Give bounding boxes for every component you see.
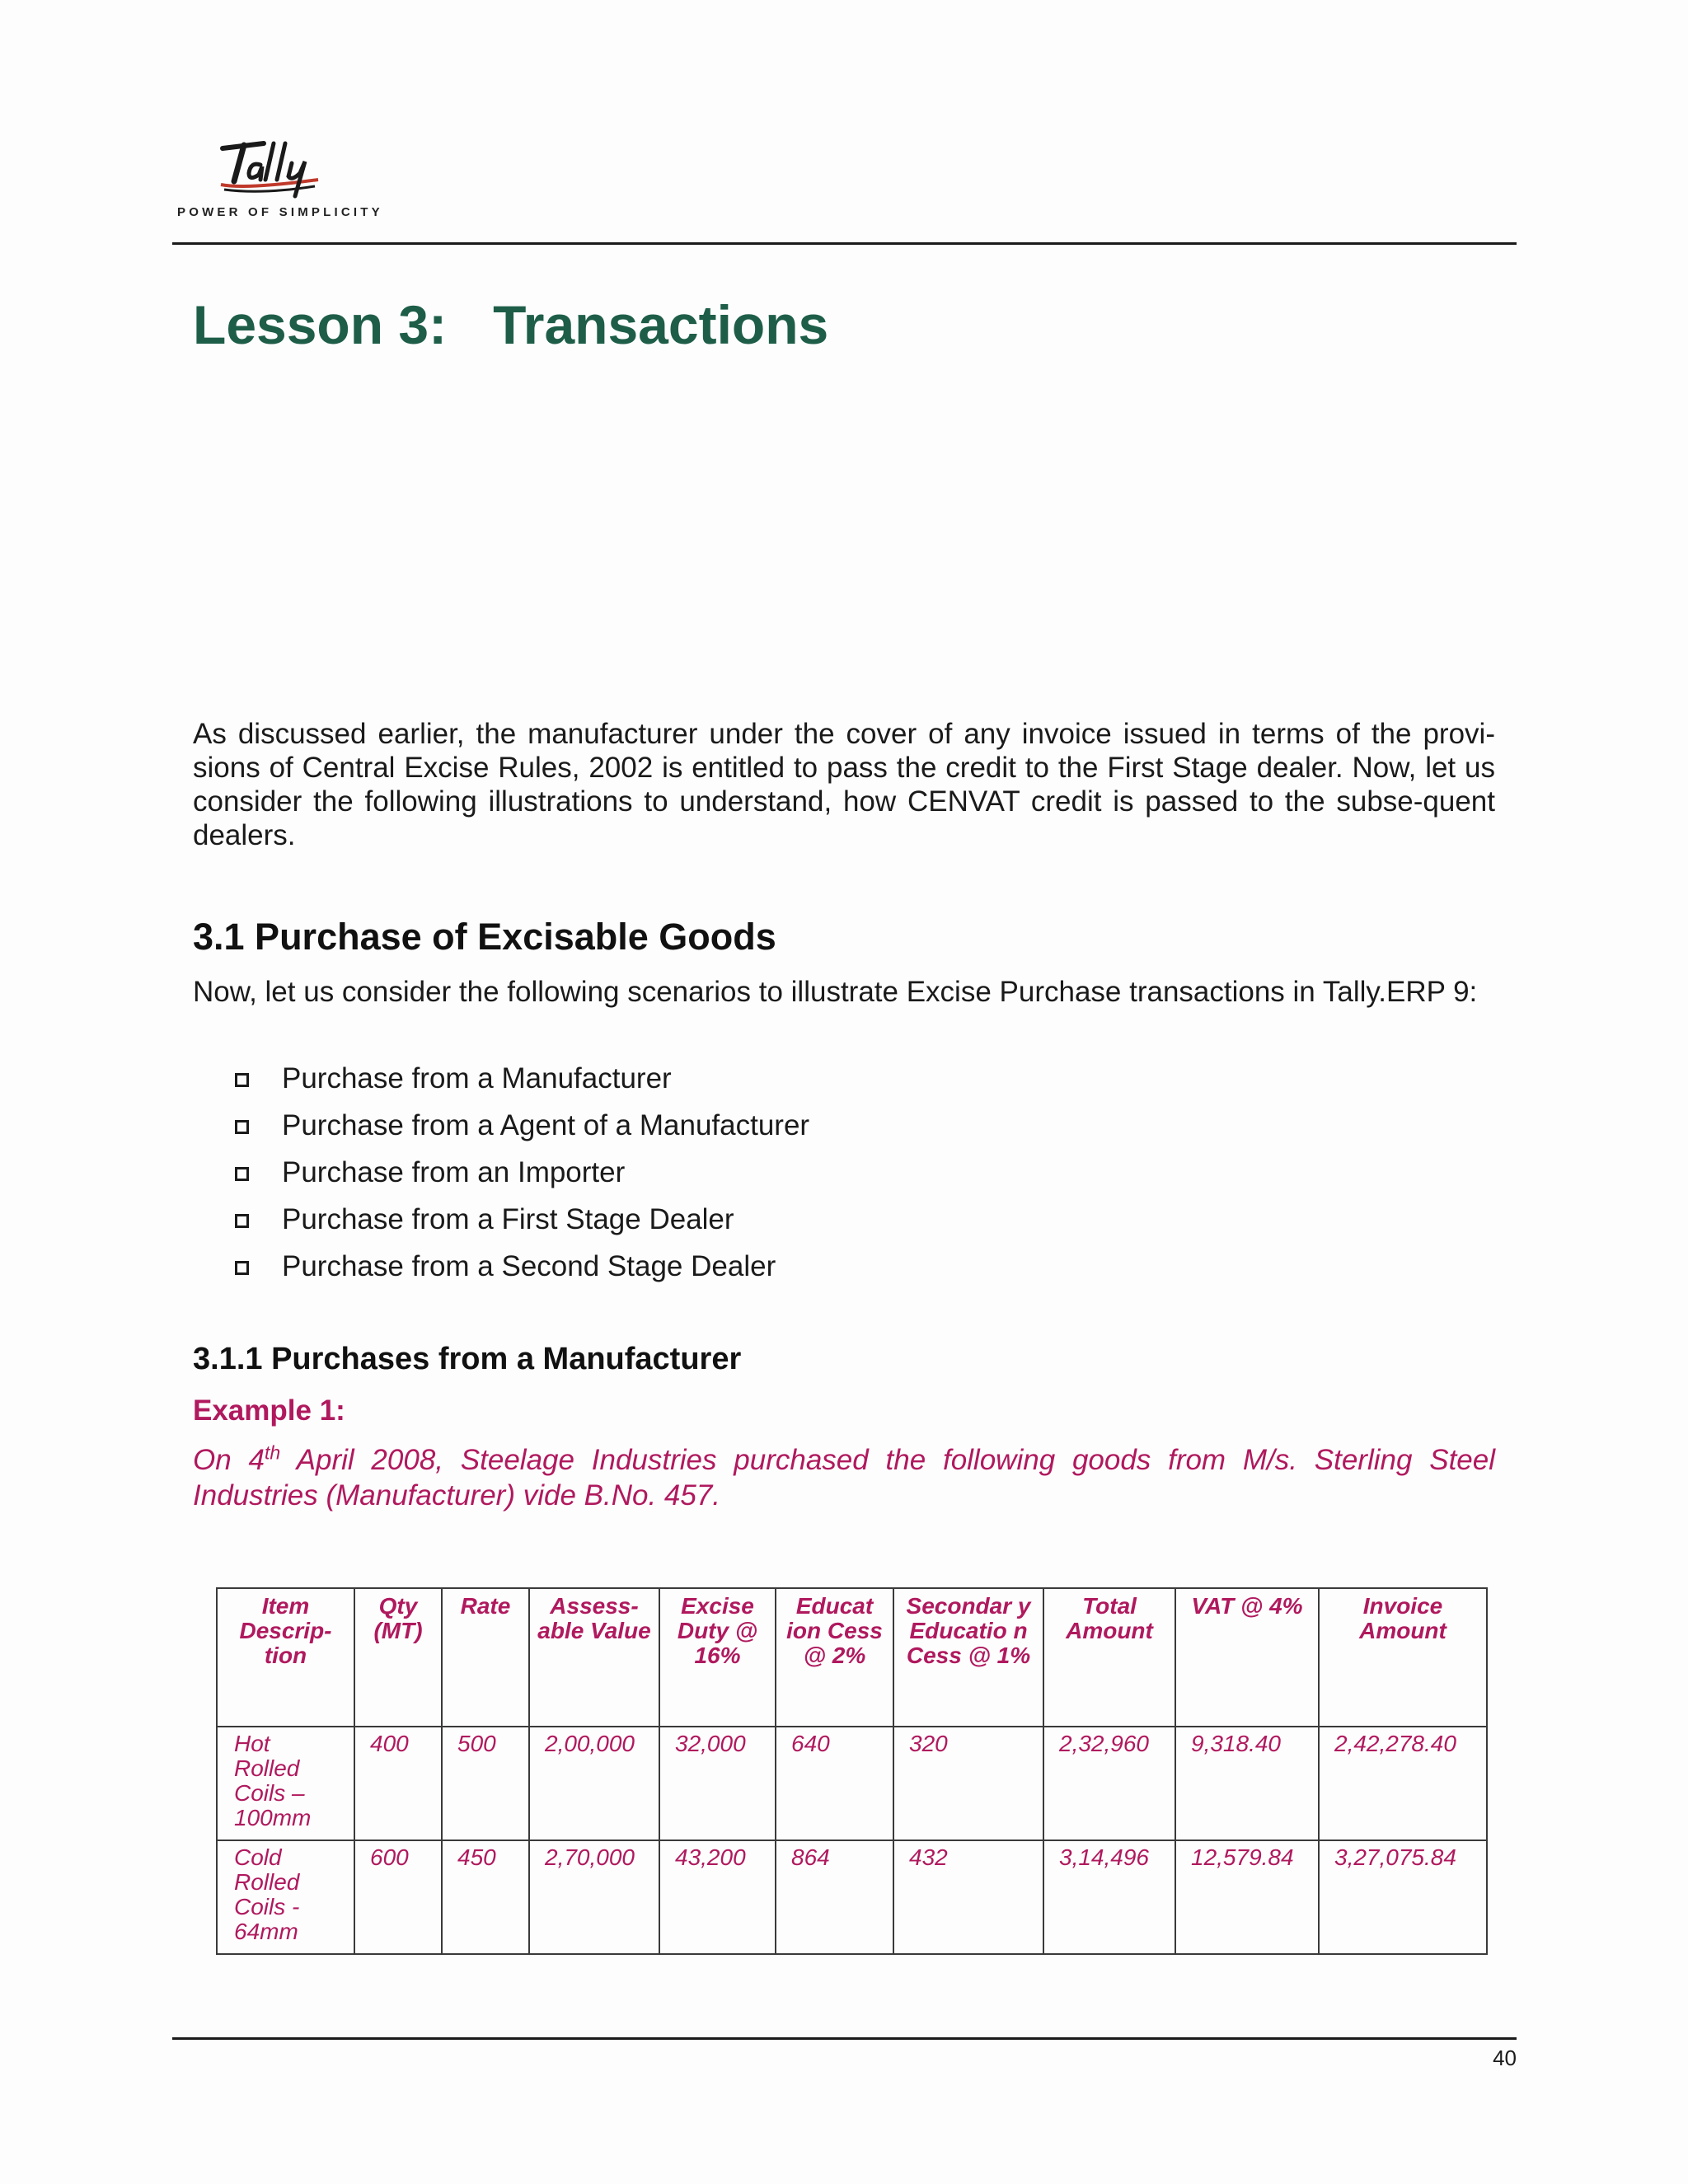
table-row: [217, 1840, 1487, 1954]
table-cell: 2,70,000: [529, 1840, 659, 1954]
column-header: Excise Duty @ 16%: [659, 1588, 776, 1727]
lesson-number: Lesson 3:: [193, 294, 448, 355]
square-bullet-icon: [235, 1073, 249, 1087]
column-header: Item Descrip-tion: [217, 1588, 354, 1727]
list-item-text: Purchase from an Importer: [282, 1156, 626, 1188]
table-cell: 2,42,278.40: [1319, 1727, 1487, 1840]
logo-tagline: POWER OF SIMPLICITY: [177, 205, 383, 219]
list-item: [235, 1243, 809, 1290]
column-header: Invoice Amount: [1319, 1588, 1487, 1727]
table-cell: Cold Rolled Coils - 64mm: [217, 1840, 354, 1954]
list-item: [235, 1055, 809, 1102]
footer-rule: [172, 2037, 1517, 2040]
table-cell: 640: [776, 1727, 893, 1840]
table-cell: 2,32,960: [1043, 1727, 1175, 1840]
list-item-text: Purchase from a First Stage Dealer: [282, 1203, 734, 1235]
column-header: Rate: [442, 1588, 529, 1727]
column-header: Assess-able Value: [529, 1588, 659, 1727]
table-cell: 9,318.40: [1175, 1727, 1319, 1840]
list-item-text: Purchase from a Manufacturer: [282, 1062, 672, 1094]
table-cell: 3,27,075.84: [1319, 1840, 1487, 1954]
example-text-start: On 4: [193, 1444, 265, 1476]
table-cell: 2,00,000: [529, 1727, 659, 1840]
lesson-name: Transactions: [493, 294, 829, 355]
page-number: 40: [1493, 2046, 1517, 2070]
table-header-row: [217, 1588, 1487, 1727]
square-bullet-icon: [235, 1214, 249, 1228]
example-text-rest: April 2008, Steelage Industries purchased the following goods from M/s. Sterling Steel Industries (Manufacturer) vide B.No. 457.: [193, 1444, 1495, 1511]
tally-logo-mark: [213, 137, 328, 203]
column-header: Total Amount: [1043, 1588, 1175, 1727]
section-heading-3-1: 3.1 Purchase of Excisable Goods: [193, 916, 776, 958]
table-cell: 432: [893, 1840, 1043, 1954]
example-label: Example 1:: [193, 1394, 345, 1427]
header-rule: [172, 242, 1517, 245]
table-cell: 864: [776, 1840, 893, 1954]
list-item: [235, 1102, 809, 1149]
square-bullet-icon: [235, 1167, 249, 1181]
table-row: [217, 1727, 1487, 1840]
example-text: [193, 1442, 1495, 1513]
square-bullet-icon: [235, 1261, 249, 1275]
table-cell: 320: [893, 1727, 1043, 1840]
section-heading-3-1-1: 3.1.1 Purchases from a Manufacturer: [193, 1342, 742, 1376]
square-bullet-icon: [235, 1120, 249, 1134]
scenario-list: [235, 1055, 809, 1290]
column-header: VAT @ 4%: [1175, 1588, 1319, 1727]
table-cell: 3,14,496: [1043, 1840, 1175, 1954]
table-cell: 450: [442, 1840, 529, 1954]
column-header: Secondar y Educatio n Cess @ 1%: [893, 1588, 1043, 1727]
column-header: Educat ion Cess @ 2%: [776, 1588, 893, 1727]
table-cell: 500: [442, 1727, 529, 1840]
example-superscript: th: [264, 1441, 281, 1464]
table-cell: 32,000: [659, 1727, 776, 1840]
list-item-text: Purchase from a Agent of a Manufacturer: [282, 1109, 810, 1141]
list-item-text: Purchase from a Second Stage Dealer: [282, 1250, 776, 1282]
intro-paragraph: As discussed earlier, the manufacturer under the cover of any invoice issued in terms of the provi-sions of Central Excise Rules, 2002 is entitled to pass the credit to the First Stage dealer. Now, let us consider the following illustrations to understand, how CENVAT credit is passed to the subse-quent dealers.: [193, 718, 1495, 851]
purchase-table: [216, 1587, 1488, 1955]
table-cell: 43,200: [659, 1840, 776, 1954]
column-header: Qty (MT): [354, 1588, 442, 1727]
tally-logo: [176, 137, 383, 227]
list-item: [235, 1196, 809, 1243]
table-cell: 12,579.84: [1175, 1840, 1319, 1954]
lesson-title: [193, 293, 828, 356]
table-cell: 600: [354, 1840, 442, 1954]
table-cell: Hot Rolled Coils – 100mm: [217, 1727, 354, 1840]
table-cell: 400: [354, 1727, 442, 1840]
section-3-1-paragraph: Now, let us consider the following scenarios to illustrate Excise Purchase transactions in Tally.ERP 9:: [193, 976, 1478, 1008]
list-item: [235, 1149, 809, 1196]
